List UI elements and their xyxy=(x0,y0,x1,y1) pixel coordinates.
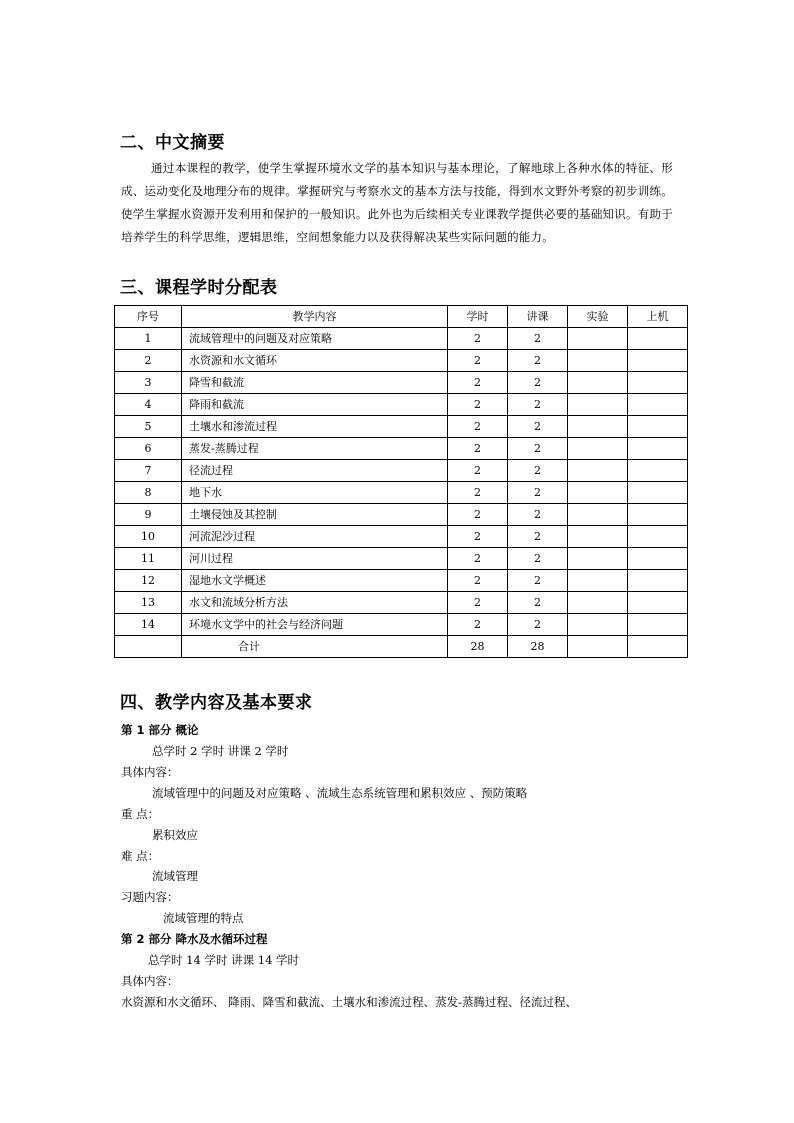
row-hours: 2 xyxy=(448,416,508,438)
row-content: 河流泥沙过程 xyxy=(182,526,448,548)
row-no: 4 xyxy=(115,394,182,416)
table-row xyxy=(115,592,688,614)
row-content: 降雪和截流 xyxy=(182,372,448,394)
row-lecture: 2 xyxy=(508,438,568,460)
section-3-title: 三、课程学时分配表 xyxy=(120,278,278,298)
row-lecture: 2 xyxy=(508,526,568,548)
row-computer xyxy=(628,372,688,394)
row-lab xyxy=(568,416,628,438)
abstract-paragraph: 通过本课程的教学，使学生掌握环境水文学的基本知识与基本理论，了解地球上各种水体的特征、形成、运动变化及地理分布的规律。掌握研究与考察水文的基本方法与技能，得到水文野外考察的初步训练。使学生掌握水资源开发利用和保护的一般知识。此外也为后续相关专业课教学提供必要的基础知识。有助于培养学生的科学思维，逻辑思维，空间想象能力以及获得解决某些实际问题的能力。 xyxy=(121,161,673,244)
row-no: 13 xyxy=(115,592,182,614)
row-computer xyxy=(628,394,688,416)
row-no: 9 xyxy=(115,504,182,526)
row-lab xyxy=(568,482,628,504)
row-lecture: 2 xyxy=(508,328,568,350)
table-row xyxy=(115,394,688,416)
row-no: 3 xyxy=(115,372,182,394)
row-no: 11 xyxy=(115,548,182,570)
table-row xyxy=(115,350,688,372)
row-computer xyxy=(628,350,688,372)
row-content: 水资源和水文循环 xyxy=(182,350,448,372)
table-row xyxy=(115,416,688,438)
part-1-hours: 总学时 2 学时 讲课 2 学时 xyxy=(152,744,289,758)
header-lecture: 讲课 xyxy=(508,306,568,328)
table-row xyxy=(115,526,688,548)
row-computer xyxy=(628,548,688,570)
part-1-key-label: 重 点： xyxy=(121,807,160,821)
row-content: 降雨和截流 xyxy=(182,394,448,416)
row-hours: 2 xyxy=(448,350,508,372)
row-lecture: 2 xyxy=(508,416,568,438)
row-lab xyxy=(568,592,628,614)
table-row xyxy=(115,328,688,350)
table-row xyxy=(115,460,688,482)
part-2-hours: 总学时 14 学时 讲课 14 学时 xyxy=(148,953,300,967)
row-lab xyxy=(568,614,628,636)
row-computer xyxy=(628,438,688,460)
row-computer xyxy=(628,416,688,438)
row-hours: 2 xyxy=(448,482,508,504)
part-1-difficult: 流域管理 xyxy=(152,869,198,883)
table-row xyxy=(115,614,688,636)
table-header-row xyxy=(115,306,688,328)
row-content: 土壤水和渗流过程 xyxy=(182,416,448,438)
row-lab xyxy=(568,526,628,548)
row-no: 10 xyxy=(115,526,182,548)
row-computer xyxy=(628,570,688,592)
row-hours: 2 xyxy=(448,504,508,526)
row-lecture: 2 xyxy=(508,614,568,636)
row-lecture: 2 xyxy=(508,570,568,592)
header-lab: 实验 xyxy=(568,306,628,328)
row-lab xyxy=(568,504,628,526)
row-hours: 2 xyxy=(448,372,508,394)
row-content: 环境水文学中的社会与经济问题 xyxy=(182,614,448,636)
row-hours: 2 xyxy=(448,570,508,592)
part-1-key: 累积效应 xyxy=(152,828,198,842)
row-computer xyxy=(628,460,688,482)
row-content: 径流过程 xyxy=(182,460,448,482)
row-hours: 2 xyxy=(448,526,508,548)
header-computer: 上机 xyxy=(628,306,688,328)
row-lab xyxy=(568,328,628,350)
total-lecture: 28 xyxy=(508,636,568,658)
table-total-row xyxy=(115,636,688,658)
row-content: 流域管理中的问题及对应策略 xyxy=(182,328,448,350)
part-1-exercise-label: 习题内容： xyxy=(121,890,179,904)
header-content: 教学内容 xyxy=(182,306,448,328)
row-computer xyxy=(628,482,688,504)
row-lab xyxy=(568,548,628,570)
row-computer xyxy=(628,504,688,526)
table-row xyxy=(115,438,688,460)
course-hours-table xyxy=(114,305,688,658)
total-label: 合计 xyxy=(182,636,448,658)
total-computer xyxy=(628,636,688,658)
row-lecture: 2 xyxy=(508,548,568,570)
part-2-content: 水资源和水文循环、 降雨、降雪和截流、土壤水和渗流过程、蒸发-蒸腾过程、径流过程、 xyxy=(121,995,578,1009)
row-content: 水文和流域分析方法 xyxy=(182,592,448,614)
part-1-difficult-label: 难 点： xyxy=(121,849,160,863)
header-hours: 学时 xyxy=(448,306,508,328)
row-lab xyxy=(568,394,628,416)
row-lab xyxy=(568,350,628,372)
row-lab xyxy=(568,570,628,592)
table-row xyxy=(115,570,688,592)
row-lecture: 2 xyxy=(508,350,568,372)
row-lecture: 2 xyxy=(508,504,568,526)
row-no: 5 xyxy=(115,416,182,438)
total-hours: 28 xyxy=(448,636,508,658)
row-lecture: 2 xyxy=(508,482,568,504)
row-no: 14 xyxy=(115,614,182,636)
row-no: 1 xyxy=(115,328,182,350)
table-row xyxy=(115,372,688,394)
row-hours: 2 xyxy=(448,592,508,614)
part-1-exercise: 流域管理的特点 xyxy=(163,911,244,925)
row-hours: 2 xyxy=(448,394,508,416)
row-hours: 2 xyxy=(448,548,508,570)
total-no-cell xyxy=(115,636,182,658)
part-1-content: 流域管理中的问题及对应策略 、流域生态系统管理和累积效应 、预防策略 xyxy=(152,786,528,800)
section-4-title: 四、教学内容及基本要求 xyxy=(120,693,313,713)
row-no: 7 xyxy=(115,460,182,482)
row-lecture: 2 xyxy=(508,460,568,482)
row-lab xyxy=(568,438,628,460)
row-content: 土壤侵蚀及其控制 xyxy=(182,504,448,526)
row-no: 8 xyxy=(115,482,182,504)
row-no: 12 xyxy=(115,570,182,592)
table-body xyxy=(115,328,688,636)
table-row xyxy=(115,548,688,570)
row-no: 6 xyxy=(115,438,182,460)
row-hours: 2 xyxy=(448,614,508,636)
row-content: 湿地水文学概述 xyxy=(182,570,448,592)
row-lecture: 2 xyxy=(508,372,568,394)
total-lab xyxy=(568,636,628,658)
row-content: 地下水 xyxy=(182,482,448,504)
row-lecture: 2 xyxy=(508,394,568,416)
row-content: 蒸发-蒸腾过程 xyxy=(182,438,448,460)
row-lab xyxy=(568,460,628,482)
part-1-content-label: 具体内容： xyxy=(121,765,179,779)
row-hours: 2 xyxy=(448,328,508,350)
row-lecture: 2 xyxy=(508,592,568,614)
part-2-heading: 第 2 部分 降水及水循环过程 xyxy=(121,932,268,946)
row-hours: 2 xyxy=(448,460,508,482)
header-no: 序号 xyxy=(115,306,182,328)
row-lab xyxy=(568,372,628,394)
table-row xyxy=(115,482,688,504)
table-row xyxy=(115,504,688,526)
row-no: 2 xyxy=(115,350,182,372)
section-2-title: 二、中文摘要 xyxy=(120,133,225,153)
row-hours: 2 xyxy=(448,438,508,460)
row-computer xyxy=(628,526,688,548)
part-2-content-label: 具体内容： xyxy=(121,974,179,988)
row-computer xyxy=(628,592,688,614)
row-computer xyxy=(628,328,688,350)
part-1-heading: 第 1 部分 概论 xyxy=(121,723,199,737)
row-computer xyxy=(628,614,688,636)
row-content: 河川过程 xyxy=(182,548,448,570)
